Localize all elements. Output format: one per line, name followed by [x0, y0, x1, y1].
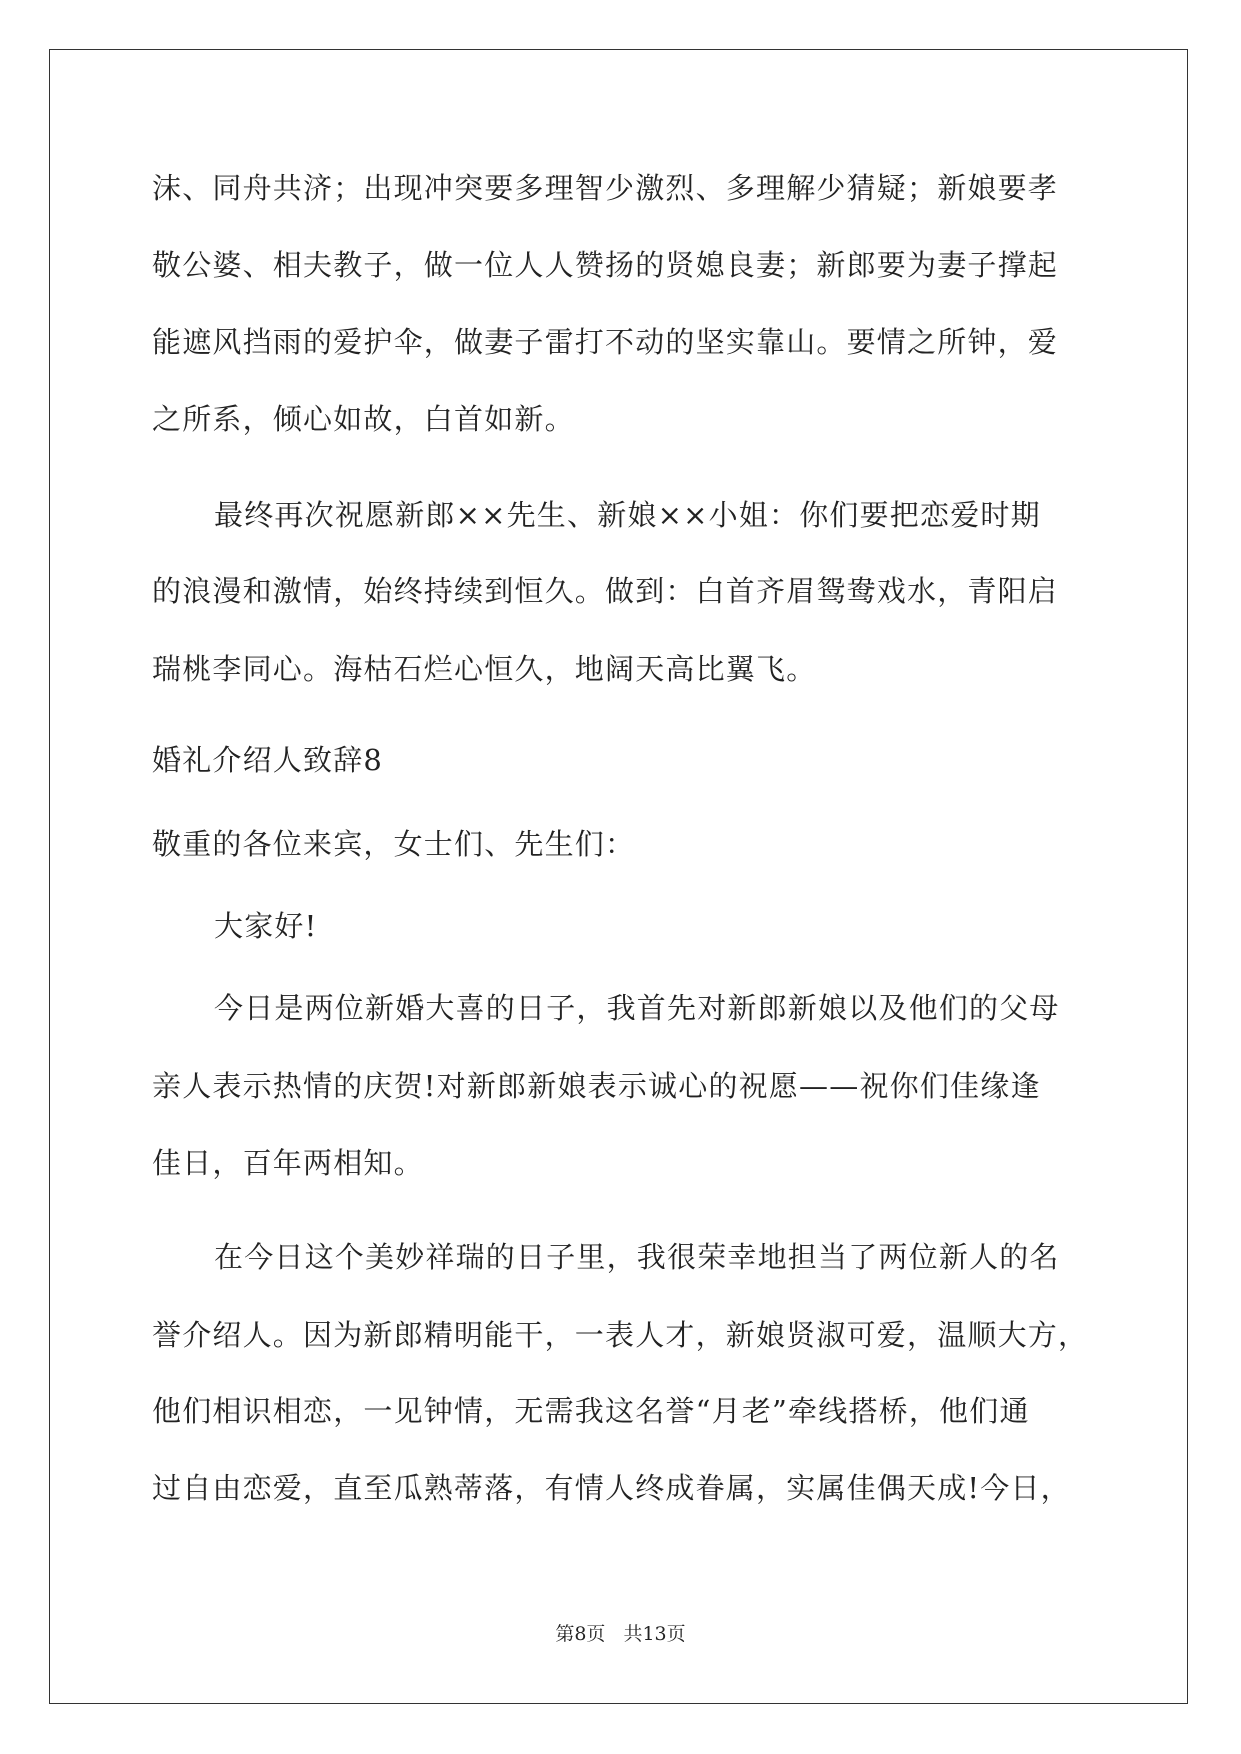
- paragraph-line: 誉介绍人。因为新郎精明能干，一表人才，新娘贤淑可爱，温顺大方，: [152, 1318, 1089, 1352]
- page-border: [49, 49, 1188, 1704]
- paragraph-line: 之所系，倾心如故，白首如新。: [152, 402, 575, 436]
- paragraph-line: 瑞桃李同心。海枯石烂心恒久，地阔天高比翼飞。: [152, 652, 817, 686]
- greeting-line: 大家好!: [214, 909, 318, 943]
- paragraph-line: 过自由恋爱，直至瓜熟蒂落，有情人终成眷属，实属佳偶天成!今日，: [152, 1471, 1071, 1505]
- page-number: 第8页: [555, 1623, 606, 1645]
- paragraph-line: 敬公婆、相夫教子，做一位人人赞扬的贤媳良妻；新郎要为妻子撑起: [152, 248, 1059, 282]
- paragraph-line: 他们相识相恋，一见钟情，无需我这名誉“月老”牵线搭桥，他们通: [152, 1394, 1030, 1428]
- page-footer: [0, 1622, 1241, 1646]
- total-pages: 共13页: [623, 1623, 686, 1645]
- paragraph-line: 沫、同舟共济；出现冲突要多理智少激烈、多理解少猜疑；新娘要孝: [152, 171, 1059, 205]
- paragraph-line: 在今日这个美妙祥瑞的日子里，我很荣幸地担当了两位新人的名: [214, 1240, 1060, 1274]
- paragraph-line: 最终再次祝愿新郎××先生、新娘××小姐：你们要把恋爱时期: [214, 498, 1041, 532]
- salutation-line: 敬重的各位来宾，女士们、先生们：: [152, 827, 636, 861]
- paragraph-line: 亲人表示热情的庆贺!对新郎新娘表示诚心的祝愿——祝你们佳缘逢: [152, 1069, 1041, 1103]
- paragraph-line: 佳日，百年两相知。: [152, 1146, 424, 1180]
- paragraph-line: 的浪漫和激情，始终持续到恒久。做到：白首齐眉鸳鸯戏水，青阳启: [152, 574, 1059, 608]
- paragraph-line: 今日是两位新婚大喜的日子，我首先对新郎新娘以及他们的父母: [214, 991, 1060, 1025]
- paragraph-line: 能遮风挡雨的爱护伞，做妻子雷打不动的坚实靠山。要情之所钟，爱: [152, 325, 1059, 359]
- section-heading: 婚礼介绍人致辞8: [152, 743, 384, 777]
